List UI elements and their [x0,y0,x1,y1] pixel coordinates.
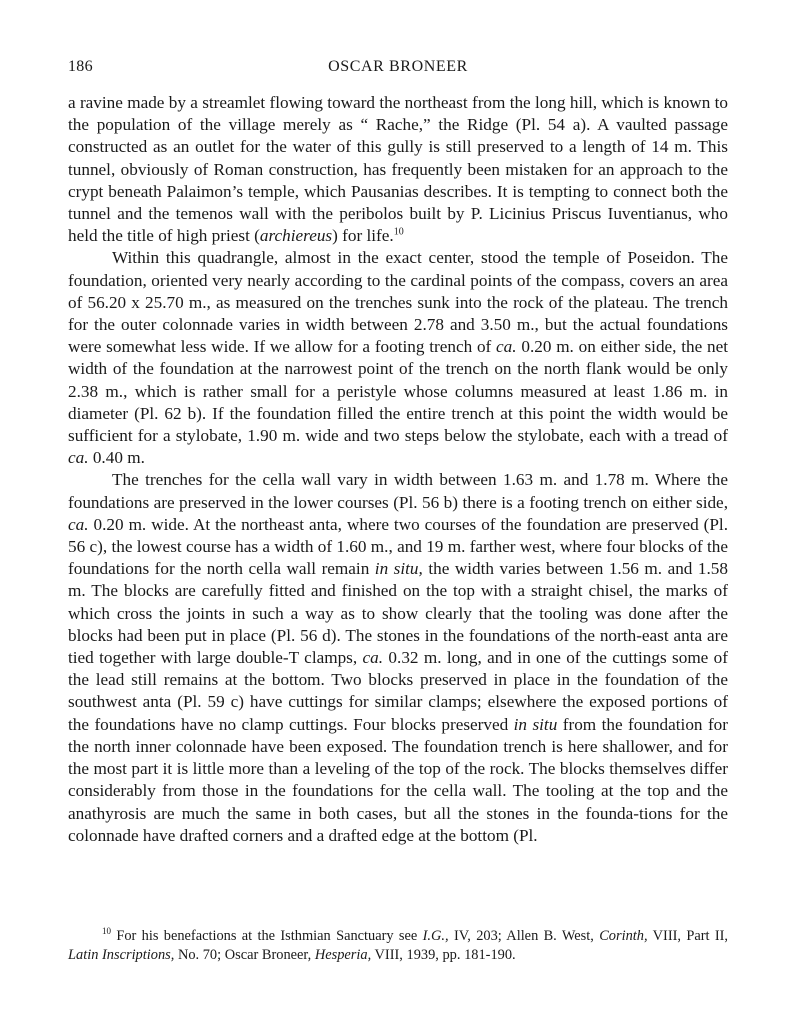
page-header [68,58,728,80]
text-run: IV, 203; Allen B. West, [448,928,600,944]
italic-term: in situ, [374,559,423,579]
text-run: the width varies between 1.56 m. and 1.58 m. The blocks are carefully fitted and finished on the top with a straight chisel, the marks of which cross the joints in such a way as to show clearly that the tooling was done after the blocks had been put in place (Pl. 56 d). The stones in the foundations of the north-east anta are tied together with large double-T clamps, [68,559,728,668]
text-run: For his benefactions at the Isthmian Sanctuary see [116,928,423,944]
footnote-mark: 10 [102,926,111,937]
italic-term: ca. [68,514,89,534]
footnote-10 [68,927,728,965]
italic-citation: Latin Inscriptions, [68,947,175,963]
text-run: 0.20 m. wide. At the northeast anta, where two courses of the foundation are preserved (Pl. 56 c), the lowest course has a width of 1.60 m., and 19 m. farther west, where four blocks of the foundations for the north cella wall remain [68,514,728,579]
body-text [68,92,728,847]
text-run: 0.20 m. on either side, the net width of the foundation at the narrowest point of the trench on the north flank would be only 2.38 m., which is rather small for a peristyle whose columns measured at least 1.86 m. in diameter (Pl. 62 b). If the foundation filled the entire trench at this point the width would be sufficient for a stylobate, 1.90 m. wide and two steps below the stylobate, each with a tread of [68,337,728,446]
italic-term: ca. [68,448,89,468]
text-run: The trenches for the cella wall vary in width between 1.63 m. and 1.78 m. Where the foundations are preserved in the lower courses (Pl. 56 b) there is a footing trench on either side, [68,470,728,512]
paragraph-3 [68,469,728,846]
italic-term: ca. [496,337,517,357]
running-head: OSCAR BRONEER [328,58,468,75]
text-run: from the foundation for the north inner colonnade have been exposed. The foundation trench is here shallower, and for the most part it is little more than a leveling of the top of the rock. The blocks themselves differ considerably from those in the foundations for the cella wall. The tooling at the top and the anathyrosis are much the same in both cases, but all the stones in the founda-tions for the colonnade have drafted corners and a drafted edge at the bottom (Pl. [68,714,729,845]
italic-term: ca. [362,648,384,668]
italic-citation: Corinth, [599,928,648,944]
paragraph-2 [68,247,728,469]
italic-citation: Hesperia, [314,947,372,963]
text-run: 0.32 m. long, and in one of the cuttings some of the lead still remains at the bottom. Two blocks preserved in place in the foundation of the southwest anta (Pl. 59 c) have cuttings for similar clamps; elsewhere the exposed portions of the foundations have no clamp cuttings. Four blocks preserved [68,648,728,734]
italic-term: archiereus [259,226,333,246]
footnotes [68,927,728,965]
paragraph-1 [68,92,728,247]
text-run: VIII, Part II, [647,928,729,944]
text-run: 0.40 m. [88,448,145,468]
footnote-reference: 10 [393,226,404,238]
text-run: No. 70; Oscar Broneer, [174,947,315,963]
text-run: ) for life. [332,226,394,246]
page-number: 186 [68,58,93,75]
text-run: a ravine made by a streamlet flowing toward the northeast from the long hill, which is known to the population of the village merely as “ Rache,” the Ridge (Pl. 54 a). A vaulted passage constructed as an outlet for the water of this gully is still preserved to a length of 14 m. This tunnel, obviously of Roman construction, has frequently been mistaken for an approach to the crypt beneath Palaimon’s temple, which Pausanias describes. It is tempting to connect both the tunnel and the temenos wall with the peribolos built by P. Licinius Priscus Iuventianus, who held the title of high priest ( [68,93,728,246]
text-run: Within this quadrangle, almost in the exact center, stood the temple of Poseidon. The foundation, oriented very nearly according to the cardinal points of the compass, covers an area of 56.20 x 25.70 m., as measured on the trenches sunk into the rock of the plateau. The trench for the outer colonnade varies in width between 2.78 and 3.50 m., but the actual foundations were somewhat less wide. If we allow for a footing trench of [68,248,728,357]
italic-term: in situ [513,714,558,734]
italic-citation: I.G., [422,928,449,944]
text-run: VIII, 1939, pp. 181-190. [371,947,516,963]
